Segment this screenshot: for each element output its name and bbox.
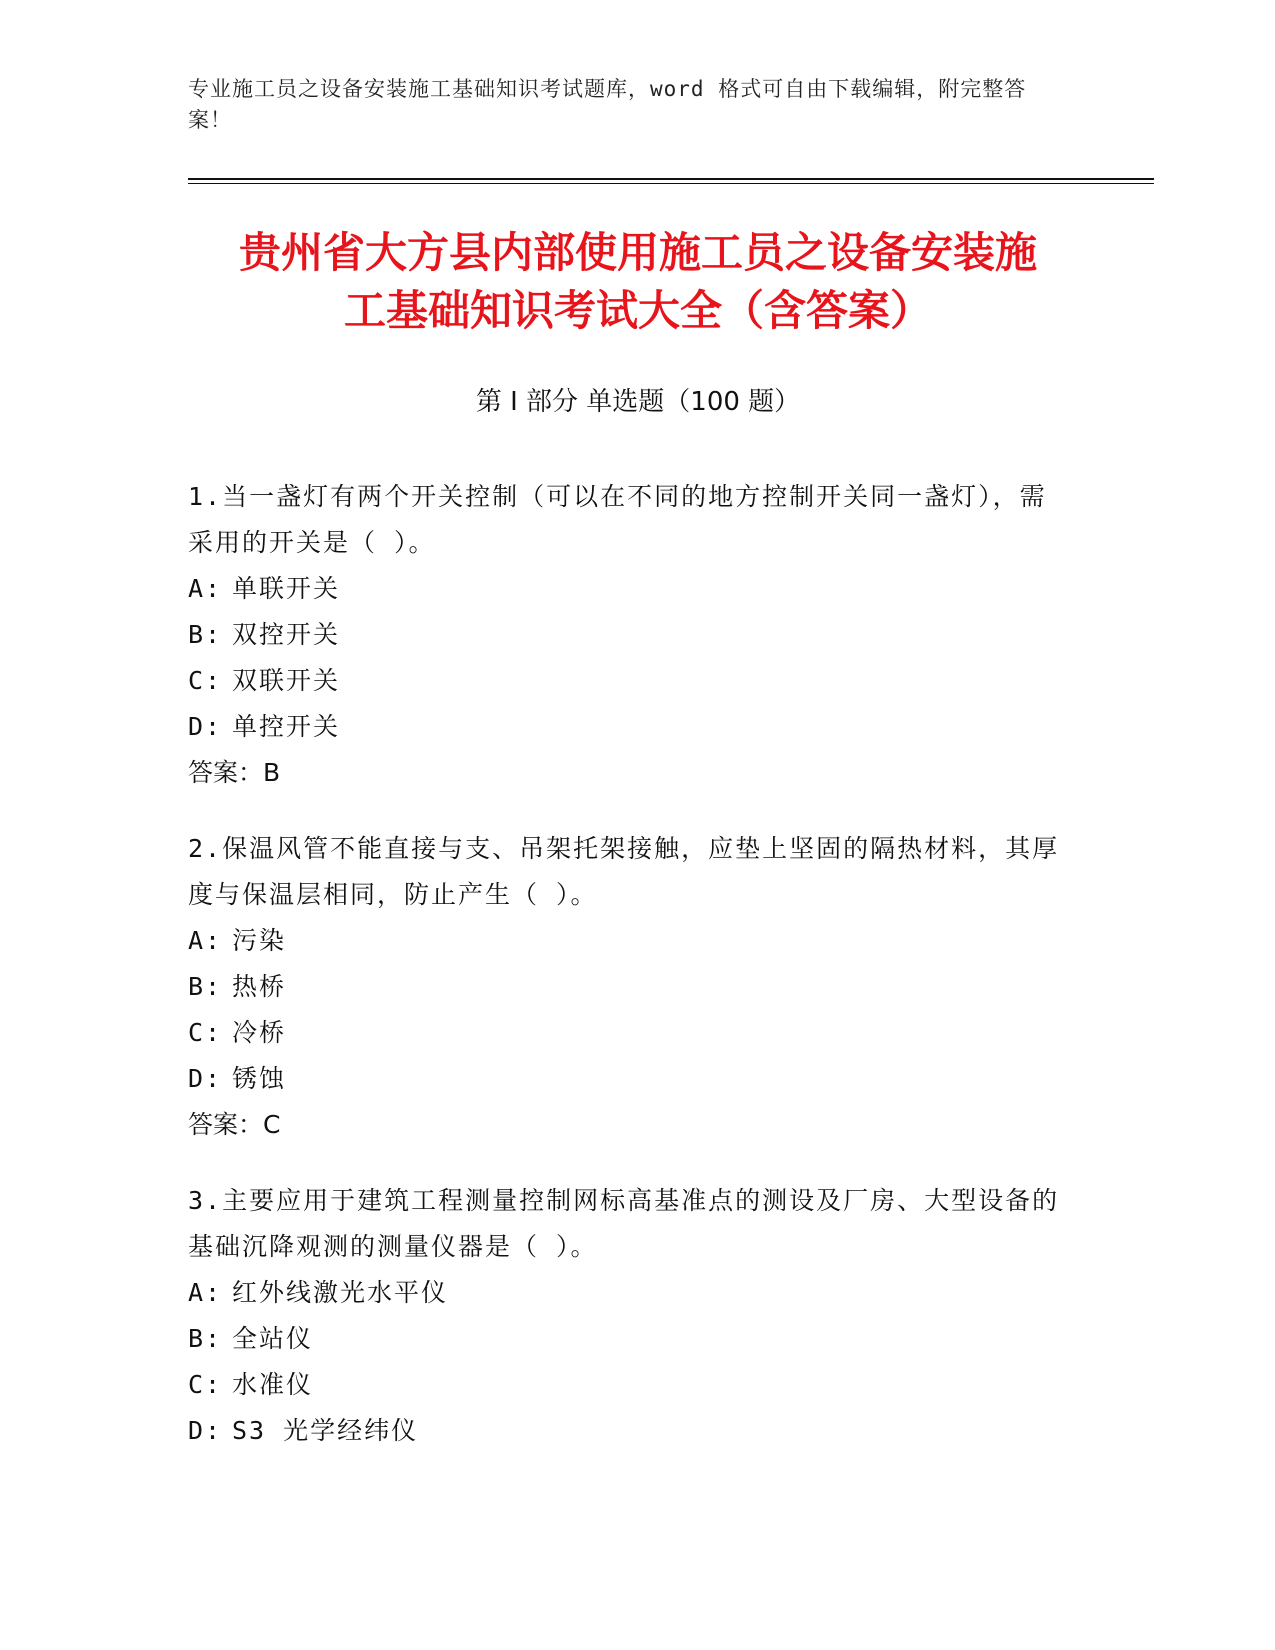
option-letter: A: xyxy=(188,1278,223,1307)
question-1 xyxy=(188,474,1068,796)
option-letter: A: xyxy=(188,574,223,603)
option-text: 污染 xyxy=(232,926,287,955)
option-text: 单联开关 xyxy=(232,574,341,603)
option-text: 热桥 xyxy=(232,972,287,1001)
option-d xyxy=(188,704,1068,750)
option-text: 全站仪 xyxy=(232,1324,314,1353)
answer-line: 答案：C xyxy=(188,1110,281,1139)
option-letter: D: xyxy=(188,712,223,741)
option-b xyxy=(188,1316,1068,1362)
option-b xyxy=(188,964,1068,1010)
option-text: 水准仪 xyxy=(232,1370,314,1399)
question-3 xyxy=(188,1178,1068,1454)
question-stem: 3.主要应用于建筑工程测量控制网标高基准点的测设及厂房、大型设备的基础沉降观测的测量仪器是（ ）。 xyxy=(188,1186,1060,1261)
option-a xyxy=(188,1270,1068,1316)
option-d xyxy=(188,1056,1068,1102)
header-note: 专业施工员之设备安装施工基础知识考试题库，word 格式可自由下载编辑，附完整答案！ xyxy=(188,77,1027,132)
option-letter: B: xyxy=(188,620,223,649)
document-title-line-2: 工基础知识考试大全（含答案） xyxy=(343,286,932,335)
option-letter: B: xyxy=(188,1324,223,1353)
option-letter: C: xyxy=(188,1370,223,1399)
section-heading: 第 I 部分 单选题（100 题） xyxy=(475,387,801,417)
option-letter: C: xyxy=(188,666,223,695)
question-stem: 1.当一盏灯有两个开关控制（可以在不同的地方控制开关同一盏灯），需采用的开关是（ ）。 xyxy=(188,482,1047,557)
option-text: 冷桥 xyxy=(232,1018,287,1047)
option-text: S3 光学经纬仪 xyxy=(232,1416,419,1445)
option-letter: C: xyxy=(188,1018,223,1047)
option-c xyxy=(188,1362,1068,1408)
answer-line: 答案：B xyxy=(188,758,281,787)
option-c xyxy=(188,1010,1068,1056)
option-letter: D: xyxy=(188,1064,223,1093)
option-text: 锈蚀 xyxy=(232,1064,287,1093)
option-text: 双控开关 xyxy=(232,620,341,649)
option-a xyxy=(188,566,1068,612)
option-text: 单控开关 xyxy=(232,712,341,741)
option-letter: B: xyxy=(188,972,223,1001)
option-text: 双联开关 xyxy=(232,666,341,695)
option-d xyxy=(188,1408,1068,1454)
header-rule-thin xyxy=(188,183,1154,184)
option-a xyxy=(188,918,1068,964)
document-title xyxy=(188,224,1088,340)
option-letter: D: xyxy=(188,1416,223,1445)
document-title-line-1: 贵州省大方县内部使用施工员之设备安装施 xyxy=(238,228,1037,277)
option-b xyxy=(188,612,1068,658)
question-list xyxy=(188,474,1068,1484)
header-rule-thick xyxy=(188,178,1154,180)
option-c xyxy=(188,658,1068,704)
question-2 xyxy=(188,826,1068,1148)
option-text: 红外线激光水平仪 xyxy=(232,1278,449,1307)
question-stem: 2.保温风管不能直接与支、吊架托架接触，应垫上坚固的隔热材料，其厚度与保温层相同，防止产生（ ）。 xyxy=(188,834,1060,909)
option-letter: A: xyxy=(188,926,223,955)
